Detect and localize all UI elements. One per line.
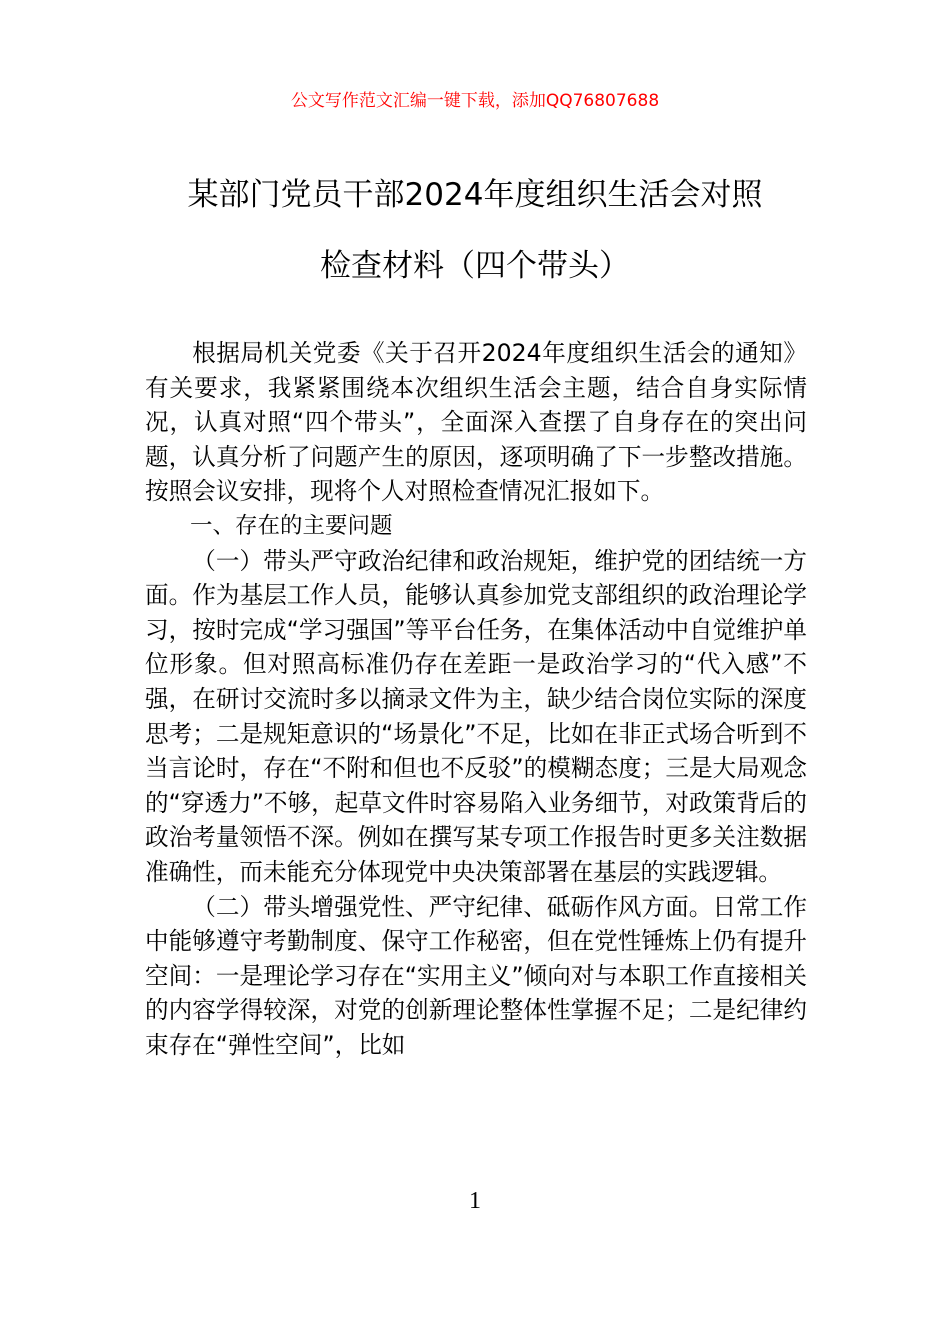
intro-paragraph: 根据局机关党委《关于召开2024年度组织生活会的通知》有关要求，我紧紧围绕本次组织生活会主题，结合自身实际情况，认真对照“四个带头”，全面深入查摆了自身存在的突出问题，认真分析了问题产生的原因，逐项明确了下一步整改措施。按照会议安排，现将个人对照检查情况汇报如下。 <box>145 339 807 506</box>
download-banner: 公文写作范文汇编一键下载，添加QQ76807688 <box>290 91 660 111</box>
document-title-line-2: 检查材料（四个带头） <box>320 248 630 284</box>
item-paragraph-2: （二）带头增强党性、严守纪律、砥砺作风方面。日常工作中能够遵守考勤制度、保守工作秘密，但在党性锤炼上仍有提升空间：一是理论学习存在“实用主义”倾向对与本职工作直接相关的内容学得较深，对党的创新理论整体性掌握不足；二是纪律约束存在“弹性空间”，比如 <box>145 892 807 1059</box>
document-title-line-1: 某部门党员干部2024年度组织生活会对照 <box>187 177 763 213</box>
page-number: 1 <box>469 1188 481 1214</box>
section-heading-problems: 一、存在的主要问题 <box>190 512 393 539</box>
item-paragraph-1: （一）带头严守政治纪律和政治规矩，维护党的团结统一方面。作为基层工作人员，能够认真参加党支部组织的政治理论学习，按时完成“学习强国”等平台任务，在集体活动中自觉维护单位形象。但对照高标准仍存在差距一是政治学习的“代入感”不强，在研讨交流时多以摘录文件为主，缺少结合岗位实际的深度思考；二是规矩意识的“场景化”不足，比如在非正式场合听到不当言论时，存在“不附和但也不反驳”的模糊态度；三是大局观念的“穿透力”不够，起草文件时容易陷入业务细节，对政策背后的政治考量领悟不深。例如在撰写某专项工作报告时更多关注数据准确性，而未能充分体现党中央决策部署在基层的实践逻辑。 <box>145 546 807 886</box>
document-body <box>145 336 807 1062</box>
